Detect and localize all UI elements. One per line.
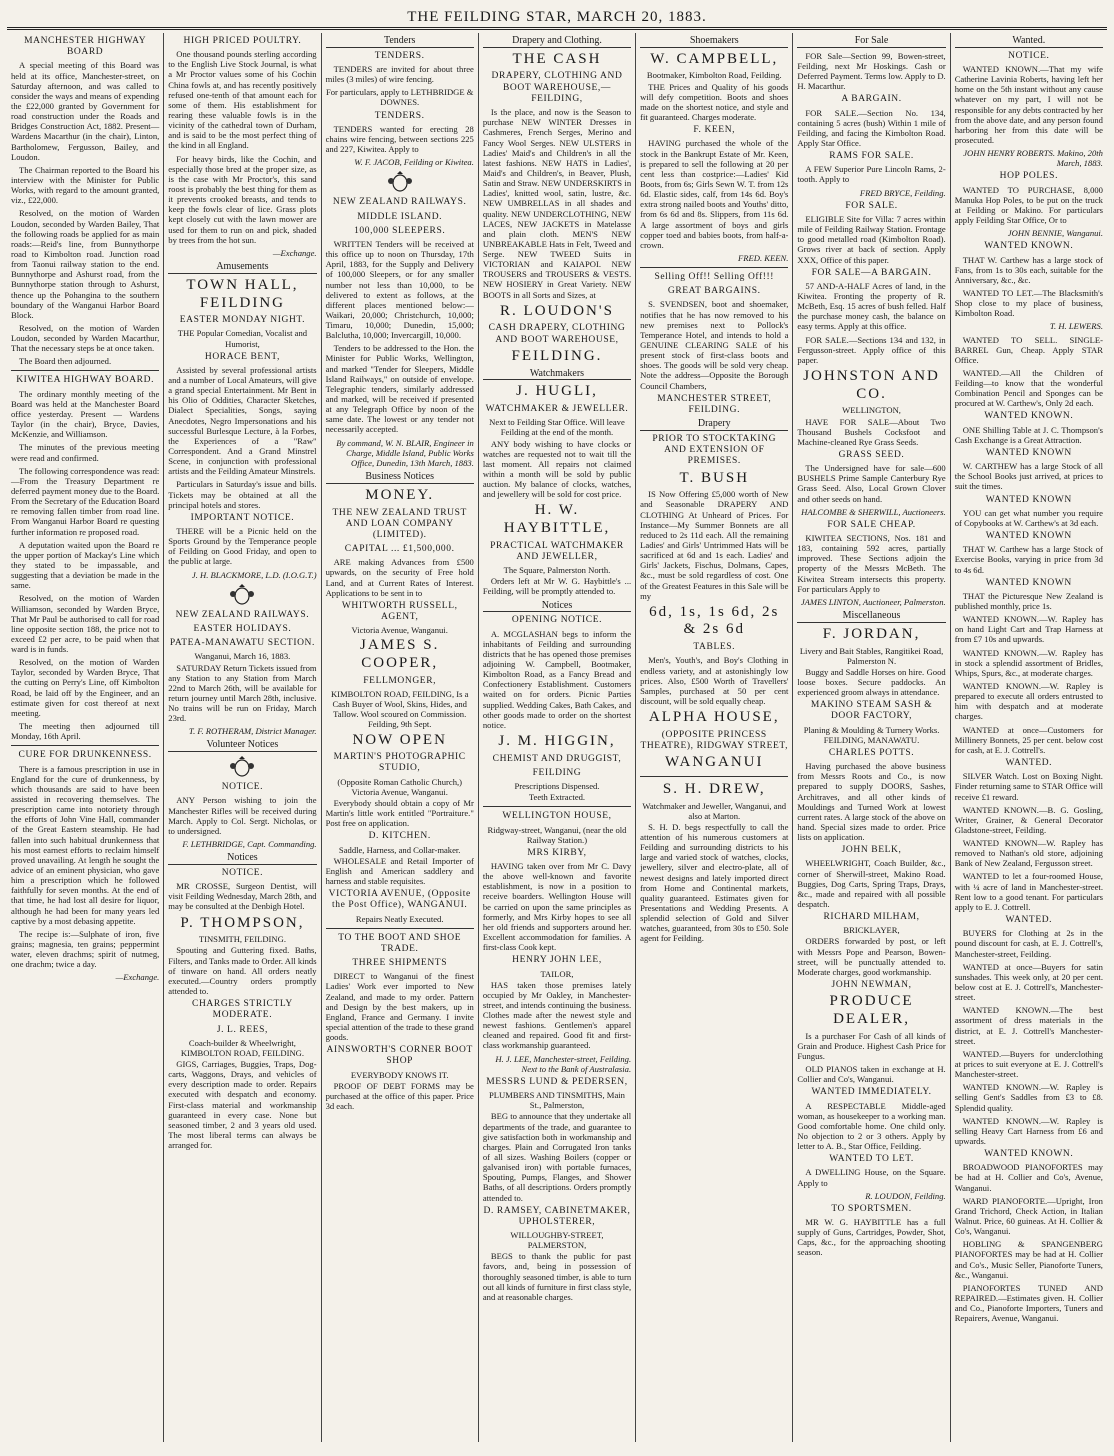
ad-text: A DWELLING House, on the Square. Apply to xyxy=(797,1167,946,1188)
ad-text: Ridgway-street, Wanganui, (near the old Railway Station.) xyxy=(487,824,627,845)
ad-heading: FOR SALE. xyxy=(845,200,898,211)
ad-title: PRODUCE DEALER, xyxy=(829,993,914,1027)
ad-text: BUYERS for Clothing at 2s in the pound discount for cash, at E. J. Cottrell's, Manchester-street, Feilding. xyxy=(954,928,1103,959)
ad-text: Is the place, and now is the Season to purchase NEW WINTER Dresses in Cashmeres, French Serges, Merino and Fancy Wool Serges. NEW ULSTERS in Ladies' Maid's and Children's in all the latest fashions. NEW HATS in Ladies', Maid's and Children's, in Beaver, Plush, Satin and Straw. NEW UNDERSKIRTS in Ladies', knitted wool, satin, lustre, &c. NEW UMBRELLAS in all shades and quality. NEW UNDERCLOTHING, NEW LACES, NEW JACKETS in Matelasse and plain cloth. MEN'S NEW UNBREAKABLE Hats in Felt, Tweed and Serge. NEW TWEED Suits in VICTORIAN and KAIAPOI. NEW TROUSERS and TROUSERS & VESTS. NEW HOSIERY in Great Variety. NEW BOOTS in all Sorts and Sizes, at xyxy=(482,107,632,300)
column-5 xyxy=(636,33,793,1442)
ad-text: The Undersigned have for sale—600 BUSHELS Prime Sample Canterbury Rye Grass Seed. Also, Local Grown Clover and other seeds on hand. xyxy=(797,463,946,504)
ad-heading: J. L. REES, xyxy=(216,1024,269,1035)
ad-signature: T. H. LEWERS. xyxy=(1049,321,1103,332)
divider xyxy=(11,370,159,371)
ad-title: JOHNSTON AND CO. xyxy=(803,367,940,402)
ad-text: Everybody should obtain a copy of Mr Martin's little work entitled "Portraiture." Post free on application. xyxy=(325,797,474,829)
ad-text: WHEELWRIGHT, Coach Builder, &c., corner of Sherwill-street, Makino Road. Buggies, Dog Carts, Spring Traps, Drays, &c., made and repaired with all possible despatch. xyxy=(797,858,946,909)
section-header: Amusements xyxy=(168,261,316,274)
column-2 xyxy=(164,33,321,1442)
ad-text: HAVE FOR SALE—About Two Thousand Bushels Cocksfoot and Machine-cleaned Rye Grass Seeds. xyxy=(797,416,946,447)
ad-text: Tenders to be addressed to the Hon. the Minister for Public Works, Wellington, and marked "Tender for Sleepers, Middle Island Railways," on outside of envelope. Telegraphic tenders, similarly addressed and marked, will be received if presented at any Telegraph Office by noon of the same date. The lowest or any tender not necessarily accepted. xyxy=(325,343,474,435)
ad-text: HAVING taken over from Mr C. Davy the above well-known and favorite establishment, is now in a position to receive boarders. Wellington House will be carried on upon the same principles as formerly, and Mrs Kirby hopes to see all her old friends and supporters around her. Excellent accommodation for families. A first-class Cook kept. xyxy=(482,861,632,953)
ad-text: A FEW Superior Pure Lincoln Rams, 2-tooth. Apply to xyxy=(797,164,946,185)
ad-text: Men's, Youth's, and Boy's Clothing in endless variety, and at astonishingly low prices. Also, £500 Worth of Travellers' Samples, purchased at 50 per cent discount, will be sold equally cheap. xyxy=(640,655,789,706)
ad-text: 57 AND-A-HALF Acres of land, in the Kiwitea. Fronting the property of R. McBeth, Esq. 15 acres of bush felled. Half the purchase money cash, the balance on easy terms. Apply at this office. xyxy=(797,280,946,332)
ad-text: FOR SALE.—Section No. 134, containing 5 acres (bush) Within 1 mile of Feilding, and facing the Kimbolton Road. Apply Star Office. xyxy=(797,107,946,148)
column-3 xyxy=(322,33,479,1442)
ad-text: Watchmaker and Jeweller, Wanganui, and also at Marton. xyxy=(642,800,787,821)
ad-text: WANTED KNOWN—W. Rapley has removed to Nathan's old store, adjoining Bank of New Zealand, Fergusson street. xyxy=(954,838,1103,869)
ad-text: Assisted by several professional artists and a number of Local Amateurs, will give a grand special Entertainment. Mr Bent in his Olio of Oddities, Character Sketches, Dialect Specialities, Songs, saying Anecdotes, Negro Impersonations and his successful Burlesque Lecture, à la Forbes, the Experiences of a "Raw" Correspondent. And a Grand Minstrel Scene, in conjunction with professional artists and the Feilding Amateur Minstrels. xyxy=(168,364,317,477)
ad-text: Prescriptions Dispensed. xyxy=(514,781,600,792)
ad-text: Bootmaker, Kimbolton Road, Feilding. xyxy=(646,70,782,81)
ad-text: THERE will be a Picnic held on the Sports Ground by the Temperance people of Feilding on Good Friday, and open to the public at large. xyxy=(168,526,317,567)
ad-heading: FELLMONGER, xyxy=(363,675,437,686)
ad-heading: WANTED KNOWN xyxy=(985,531,1072,542)
divider xyxy=(11,745,159,746)
ad-heading: WANTED. xyxy=(1005,758,1053,769)
ad-heading: CHEMIST AND DRUGGIST, xyxy=(492,753,622,764)
divider xyxy=(640,267,788,268)
ad-heading: RICHARD MILHAM, xyxy=(823,912,920,923)
article-text: The minutes of the previous meeting were read and confirmed. xyxy=(11,442,160,463)
ad-text: SATURDAY Return Tickets issued from any Station to any Station from March 22nd to March 26th, will be available for return journey until March 28th, inclusive. No trains will be run on Friday, March 23rd. xyxy=(168,662,317,724)
ad-text: For particulars, apply to LETHBRIDGE & DOWNES. xyxy=(325,87,474,108)
ad-heading: NOTICE. xyxy=(1008,50,1050,61)
ad-heading: EASTER HOLIDAYS. xyxy=(193,623,292,634)
section-header: Drapery and Clothing. xyxy=(483,35,631,48)
ad-text: DIRECT to Wanganui of the finest Ladies' Work ever imported to New Zealand, and made to my order. Pattern and Design by the best makers, up in England, France and Germany. I invite special attention of the trade to these grand goods. xyxy=(325,971,474,1043)
ad-text: WANTED TO PURCHASE, 8,000 Manuka Hop Poles, to be put on the truck at Feilding or Makino. For particulars apply Feilding Star Office, Or to xyxy=(954,184,1103,226)
ad-text: WELLINGTON, xyxy=(842,405,901,416)
ad-heading: MAKINO STEAM SASH & DOOR FACTORY, xyxy=(810,700,933,722)
ad-text: TENDERS are invited for about three miles (3 miles) of wire fencing. xyxy=(325,64,474,85)
royal-crest-icon xyxy=(385,170,415,194)
ad-heading: PRIOR TO STOCKTAKING AND EXTENSION OF PREMISES. xyxy=(652,433,777,467)
ad-heading: CHARLES POTTS. xyxy=(828,747,915,758)
ad-text: OLD PIANOS taken in exchange at H. Collier and Co's, Wanganui. xyxy=(797,1064,946,1085)
ad-title: JAMES S. COOPER, xyxy=(360,637,440,672)
ad-heading: PRACTICAL WATCHMAKER AND JEWELLER, xyxy=(490,540,624,562)
ad-text: Repairs Neatly Executed. xyxy=(355,913,444,924)
article-text: The Chairman reported to the Board his interview with the Minister for Public Works, with regard to the amount granted, viz., £22,000. xyxy=(11,164,160,206)
section-header: Miscellaneous xyxy=(797,610,945,623)
ad-text: FOR Sale—Section 99, Bowen-street, Feilding, next Mr Hoskings. Cash or Deferred Payment. Terms low. Apply to D. H. Macarthur. xyxy=(797,50,946,92)
ad-text: WANTED KNOWN.—The best assortment of dress materials in the district, at E. J. Cottrell's Manchester-street. xyxy=(954,1005,1103,1046)
ad-heading: HENRY JOHN LEE, xyxy=(512,955,602,966)
article-text: The Board then adjourned. xyxy=(19,356,112,367)
section-header: Wanted. xyxy=(955,35,1103,48)
section-header: Business Notices xyxy=(326,471,474,484)
ad-text: TENDERS wanted for erecting 28 chains wire fencing, between sections 225 and 227, Kiwitea. Apply to xyxy=(325,123,474,155)
ad-heading: THREE SHIPMENTS xyxy=(352,958,448,969)
ad-text: Next to Feilding Star Office. Will leave Feilding at the end of the month. xyxy=(489,417,625,438)
ad-heading: JOHN NEWMAN, xyxy=(831,980,912,991)
ad-text: WRITTEN Tenders will be received at this office up to noon on Thursday, 17th April, 1883, for the Supply and Delivery of 100,000 Sleepers, or for any smaller number not less than 10,000, to be delivered to extent as follows, at the different places mentioned below:—Waikari, 20,000; Christchurch, 10,000; Timaru, 10,000; Dunedin, 15,000; Balclutha, 10,000; Invercargill, 10,000. xyxy=(325,238,474,341)
ad-heading: F. KEEN, xyxy=(693,125,736,136)
article-heading: HIGH PRICED POULTRY. xyxy=(183,36,302,46)
ad-text: The Square, Palmerston North. xyxy=(503,565,611,576)
section-header: Shoemakers xyxy=(640,35,788,48)
ad-title: NOW OPEN xyxy=(352,731,447,748)
column-6 xyxy=(793,33,950,1442)
ad-text: Victoria Avenue, Wanganui. xyxy=(351,625,448,636)
article-text: The following correspondence was read:—From the Treasury Department re deferred payment money due to the Board. From the Secretary of the Education Board re removing fallen timber from road line. From Wanganui Harbor Board re questing further information re proposed road. xyxy=(11,465,160,537)
ad-heading: WANTED KNOWN. xyxy=(984,411,1074,422)
article-heading: MANCHESTER HIGHWAY BOARD xyxy=(24,36,147,58)
ad-text: WANTED at once—Customers for Millinery Bonnets, 25 per cent. below cost for cash, at E. J. Cottrell's. xyxy=(954,724,1103,755)
ad-text: A. MCGLASHAN begs to inform the inhabitants of Feilding and surrounding districts that he has opened those premises adjoining W. Campbell, Bootmaker, Kimbolton Road, as a Fancy Bread and Confectionery Establishment. Customers waited on for orders. Picnic Parties supplied. Wedding Cakes, Bath Cakes, and other goods made to order on the shortest notice. xyxy=(482,628,632,730)
ad-heading: GRASS SEED. xyxy=(838,449,905,460)
royal-crest-icon xyxy=(227,583,257,607)
ad-heading: TENDERS. xyxy=(374,50,425,61)
ad-text: FOR SALE.—Sections 134 and 132, in Fergusson-street. Apply office of this paper. xyxy=(797,334,946,365)
ad-text: WANTED TO SELL. SINGLE-BARREL Gun, Cheap. Apply STAR Office. xyxy=(954,334,1103,365)
ad-text: Wanganui, March 16, 1883. xyxy=(194,651,291,662)
ad-title: W. CAMPBELL, xyxy=(650,50,779,67)
ad-text: THAT W. Carthew has a large stock of Fans, from 1s to 30s each, suitable for the Anniversary, &c., &c. xyxy=(954,254,1103,285)
ad-text: PROOF OF DEBT FORMS may be purchased at the office of this paper. Price 3d each. xyxy=(325,1080,474,1112)
ad-text: ANY body wishing to have clocks or watches are requested not to wait till the last moment. All repairs not claimed within a month will be sold by public auction. My balance of clocks, watches, and jewellery will be sold for cost price. xyxy=(482,438,632,500)
ad-heading: NOTICE. xyxy=(221,782,264,793)
article-text: Resolved, on the motion of Warden Taylor, seconded by Warden Bryce, That the cutting on Perry's Line, off Kimbolton Road, be laid off by the Engineer, and an estimate given for cost thereof at next meeting. xyxy=(11,657,160,718)
ad-text: THE Popular Comedian, Vocalist and Humorist, xyxy=(177,328,308,349)
ad-title: H. W. HAYBITTLE, xyxy=(503,502,611,537)
section-header: Notices xyxy=(483,600,631,613)
article-text: There is a famous prescription in use in England for the cure of drunkenness, by which thousands are said to have been assisted in recovering themselves. The prescription came into notoriety through the efforts of John Vine Hall, commander of the Great Eastern steamship. He had fallen into such habitual drunkenness that his most earnest efforts to reclaim himself proved unavailing. At length he sought the advice of an eminent physician, who gave him a prescription which he followed faithfully for seven months. At the end of that time, he had lost all desire for liquor, although he had been for many years led captive by a most debasing appetite. xyxy=(11,763,160,926)
ad-text: WILLOUGHBY-STREET, PALMERSTON, xyxy=(510,1230,604,1251)
ad-text: Planing & Moulding & Turnery Works. FEILDING, MANAWATU. xyxy=(803,724,940,745)
ad-text: WANTED TO LET.—The Blacksmith's Shop close to my place of business, Kimbolton Road. xyxy=(954,287,1103,319)
ad-signature: JOHN HENRY ROBERTS. Makino, 20th March, 1883. xyxy=(963,148,1103,169)
ad-heading: NEW ZEALAND RAILWAYS. xyxy=(332,197,467,208)
ad-heading: Selling Off!! Selling Off!!! xyxy=(654,272,775,283)
ad-heading: 100,000 SLEEPERS. xyxy=(354,225,446,236)
ad-text: WHOLESALE and Retail Importer of English and American saddlery and harness and stable requisites. xyxy=(325,855,474,886)
ad-text: Coach-builder & Wheelwright, KIMBOLTON ROAD, FEILDING. xyxy=(180,1037,305,1058)
section-header: For Sale xyxy=(797,35,945,48)
ad-heading: WANTED KNOWN. xyxy=(984,241,1074,252)
ad-text: WANTED KNOWN.—That my wife Catherine Lavinia Roberts, having left her home on the 5th instant without any cause whatever on my part, I will not be responsible for any debts contracted by her from the above date, and any person found harboring her from this date will be prosecuted. xyxy=(954,64,1103,145)
ad-text: S. SVENDSEN, boot and shoemaker, notifies that he has now removed to his new premises next to Pollock's Temperance Hotel, and intends to hold a GENUINE CLEARING SALE of his present stock of first-class boots and shoes. The goods will be sold very cheap. Note the address—Opposite the Borough Council Chambers, xyxy=(640,299,789,391)
column-4 xyxy=(479,33,636,1442)
section-header: Watchmakers xyxy=(483,368,631,381)
ad-heading: D. RAMSEY, CABINETMAKER, UPHOLSTERER, xyxy=(483,1205,631,1227)
section-header: Drapery xyxy=(640,418,788,431)
article-text: A deputation waited upon the Board re the upper portion of Mackay's Line which they stated to be impassable, and suggesting that a deviation be made in the same. xyxy=(11,539,160,591)
ad-text: PIANOFORTES TUNED AND REPAIRED.—Estimates given. H. Collier and Co., Pianoforte Importers, Tuners and Repairers, Avenue, Wanganui. xyxy=(954,1282,1103,1324)
ad-title: P. THOMPSON, xyxy=(180,914,305,931)
ad-text: ANY Person wishing to join the Manchester Rifles will be received during March. Apply to Col. Sergt. Nicholas, or to undersigned. xyxy=(168,795,317,836)
ad-heading: WANTED IMMEDIATELY. xyxy=(811,1087,932,1098)
ad-title: FEILDING. xyxy=(511,347,603,364)
ad-heading: CASH DRAPERY, CLOTHING AND BOOT WAREHOUSE, xyxy=(488,323,626,345)
ad-text: ARE making Advances from £500 upwards, on the security of Free hold Land, and at Current Rates of Interest. Applications to be sent in to xyxy=(325,557,474,598)
ad-heading: FOR SALE CHEAP. xyxy=(827,519,916,530)
ad-signature: JOHN BENNIE, Wanganui. xyxy=(1007,228,1103,239)
ad-heading: WATCHMAKER & JEWELLER. xyxy=(485,404,629,415)
ad-text: BEGS to thank the public for past favors, and, being in possession of thoroughly seasoned timber, is able to turn out all kinds of furniture in first class style, and at reasonable charges. xyxy=(482,1251,632,1302)
ad-title: TOWN HALL, FEILDING xyxy=(186,276,299,311)
ad-text: Particulars in Saturday's issue and bills. Tickets may be obtained at all the principal hotels and stores. xyxy=(168,479,317,510)
ad-heading: HOP POLES. xyxy=(999,171,1059,182)
ad-text: MR W. G. HAYBITTLE has a full supply of Guns, Cartridges, Powder, Shot, Caps, &c., for the approaching shooting season. xyxy=(797,1217,946,1258)
ad-title: F. JORDAN, xyxy=(822,625,921,642)
ad-heading: NEW ZEALAND RAILWAYS. xyxy=(175,609,310,620)
ad-text: WANTED.—Buyers for underclothing at prices to suit everyone at E. J. Cottrell's Manchester-street. xyxy=(954,1048,1103,1080)
ad-text: ONE Shilling Table at J. C. Thompson's Cash Exchange is a Great Attraction. xyxy=(954,424,1103,445)
divider xyxy=(326,928,474,929)
ad-heading: CHARGES STRICTLY MODERATE. xyxy=(192,999,293,1021)
article-text: A special meeting of this Board was held at its office, Manchester-street, on Saturday afternoon, and was called to consider the ways and means of expending the £22,000 granted by Government for road construction under the Roads and Bridges Construction Act, 1882. Present—Wardens Macarthur (in the chair), Linton, Bartholomew, Fergusson, Bailey, and Loudon. xyxy=(11,60,160,162)
ad-signature: FRED. KEEN. xyxy=(738,252,789,263)
ad-text: Saddle, Harness, and Collar-maker. xyxy=(338,844,461,855)
ad-heading: JOHN BELK, xyxy=(841,845,902,856)
newspaper-page xyxy=(7,7,1107,1442)
ad-heading: CAPITAL ... £1,500,000. xyxy=(344,544,455,555)
ad-title: J. HUGLI, xyxy=(516,383,598,400)
ad-text: WANTED KNOWN.—B. G. Gosling, Writer, Grainer, & General Decorator Gladstone-street, Feilding. xyxy=(954,804,1103,835)
ad-text: SILVER Watch. Lost on Boxing Night. Finder returning same to STAR Office will receive £1 reward. xyxy=(954,771,1103,802)
ad-heading: WELLINGTON HOUSE, xyxy=(502,811,612,822)
ad-text: ELIGIBLE Site for Villa: 7 acres within mile of Feilding Railway Station. Frontage to good metalled road (Kimbolton Road). Grows river at back of section. Apply XXX, Office of this paper. xyxy=(797,213,946,265)
ad-heading: AINSWORTH'S CORNER BOOT SHOP xyxy=(326,1045,473,1067)
ad-signature: F. LETHBRIDGE, Capt. Commanding. xyxy=(182,839,317,850)
ad-heading: THE NEW ZEALAND TRUST AND LOAN COMPANY (LIMITED). xyxy=(332,507,467,540)
article-source: —Exchange. xyxy=(272,247,317,258)
article-text: The recipe is:—Sulphate of iron, five grains; magnesia, ten grains; peppermint water, eleven drachms; spirit of nutmeg, one drachm; twice a day. xyxy=(11,928,160,970)
columns xyxy=(7,33,1107,1442)
ad-title: T. BUSH xyxy=(679,469,750,486)
article-text: Resolved, on the motion of Warden Williamson, seconded by Warden Bryce, That Mr Paul be authorised to call for road line opposite section 188, the price not to exceed £2 per acre, to be paid when that ward is in funds. xyxy=(11,593,160,655)
article-source: —Exchange. xyxy=(115,972,160,983)
ad-text: KIMBOLTON ROAD, FEILDING, Is a Cash Buyer of Wool, Skins, Hides, and Tallow. Wool scoured on Commission. Feilding, 9th Sept. xyxy=(330,689,469,730)
ad-text: HOBLING & SPANGENBERG PIANOFORTES may be had at H. Collier and Co's., Music Seller, Pianoforte Tuners, &c., Wanganui. xyxy=(954,1239,1103,1280)
ad-heading: MIDDLE ISLAND. xyxy=(357,211,443,222)
ad-text: ORDERS forwarded by post, or left with Messrs Pope and Pearson, Bowen-street, will be punctually attended to. Moderate charges, good workmanship. xyxy=(797,936,946,977)
article-text: The ordinary monthly meeting of the Board was held at the Manchester Board office yesterday. Present — Wardens Taylor (in the chair), Bryce, Davies, McKenzie, and Williamson. xyxy=(11,388,160,440)
ad-heading: MESSRS LUND & PEDERSEN, xyxy=(486,1076,628,1087)
ad-text: TAILOR, xyxy=(540,968,574,979)
ad-signature: R. LOUDON, Feilding. xyxy=(865,1190,946,1201)
ad-title: 6d, 1s, 1s 6d, 2s & 2s 6d xyxy=(649,603,780,638)
masthead: THE FEILDING STAR, MARCH 20, 1883. xyxy=(7,7,1107,30)
ad-text: EVERYBODY KNOWS IT. xyxy=(350,1069,449,1080)
ad-text: WANTED KNOWN.—W. Rapley is selling Heavy Cart Harness from £6 and upwards. xyxy=(954,1115,1103,1146)
ad-text: GIGS, Carriages, Buggies, Traps, Dog-carts, Waggons, Drays, and vehicles of every description made to order. Repairs executed with despatch and economy. First-class material and workmanship guaranteed in every case. None but seasoned timber, 2 and 3 years old used. The most liberal terms can always be arranged for. xyxy=(168,1059,317,1151)
ad-heading: OPENING NOTICE. xyxy=(511,615,603,626)
ad-heading: WANTED KNOWN xyxy=(985,494,1072,505)
ad-text: WANTED to let a four-roomed House, with ¼ acre of land in Manchester-street. Rent low to a good tenant. For particulars apply to E. J. Cottrell. xyxy=(954,871,1103,912)
ad-text: WARD PIANOFORTE.—Upright, Iron Grand Trichord, Check Action, in Italian Walnut. Price, 60 guineas. At H. Collier & Co's, Wanganui. xyxy=(954,1195,1103,1237)
ad-heading: GREAT BARGAINS. xyxy=(667,286,761,297)
article-text: Resolved, on the motion of Warden Loudon, seconded by Warden Macarthur, That the necessary steps be at once taken. xyxy=(11,322,160,354)
ad-heading: VICTORIA AVENUE, (Opposite the Post Office), WANGANUI. xyxy=(328,889,471,911)
article-text: For heavy birds, like the Cochin, and especially those bred at the proper size, as is the case with Mr Proctor's, this sand roost is probably the best thing for them as it prevents crooked breasts, and tends to keep the fowls clear of lice. Grass plots kept closely cut with the lawn mower are used for them to run on and pick, shaded by trees from the hot sun. xyxy=(168,153,317,245)
ad-text: Teeth Extracted. xyxy=(528,792,586,803)
ad-heading: WHITWORTH RUSSELL, AGENT, xyxy=(341,600,458,623)
divider xyxy=(483,806,631,807)
ad-heading: WANTED KNOWN. xyxy=(984,1149,1074,1160)
ad-heading: NOTICE. xyxy=(221,867,264,878)
ad-text: S. H. D. begs respectfully to call the attention of his numerous customers at Feilding and surrounding districts to his large and varied stock of watches, clocks, jewellery, silver and electro-plate, all of newest designs and lately imported direct from Home and Continental markets, quality guaranteed. Estimates given for Presentations and Wedding Presents. A splendid selection of Gold and Silver watches, guaranteed, from 30s to £50. Sole agent for Feilding. xyxy=(640,821,789,944)
ad-title: THE CASH xyxy=(512,50,602,67)
ad-heading: RAMS FOR SALE. xyxy=(829,151,914,162)
ad-text: A RESPECTABLE Middle-aged woman, as housekeeper to a working man. Good comfortable home. One child only. No objection to 2 or 3 others. Apply by letter to A. B., Star Office, Feilding. xyxy=(797,1100,946,1152)
ad-heading: MRS KIRBY, xyxy=(527,847,587,858)
royal-crest-icon xyxy=(227,755,257,779)
ad-heading: DRAPERY, CLOTHING AND BOOT WAREHOUSE,—FEILDING, xyxy=(491,71,623,104)
article-heading: CURE FOR DRUNKENNESS. xyxy=(18,750,152,761)
ad-heading: TABLES. xyxy=(693,642,736,653)
ad-title: S. H. DREW, xyxy=(662,780,766,797)
ad-heading: FEILDING xyxy=(532,767,582,778)
ad-heading: FOR SALE—A BARGAIN. xyxy=(811,267,932,278)
ad-title: MONEY. xyxy=(365,486,435,503)
ad-title: J. M. HIGGIN, xyxy=(498,732,616,749)
ad-text: WANTED KNOWN.—W. Rapley is prepared to execute all orders entrusted to him with despatch and at moderate charges. xyxy=(954,681,1103,722)
section-header: Notices xyxy=(168,852,316,865)
ad-heading: TO THE BOOT AND SHOE TRADE. xyxy=(338,932,462,954)
ad-heading: HORACE BENT, xyxy=(204,351,280,362)
ad-text: BROADWOOD PIANOFORTES may be had at H. Collier and Co's, Avenue, Wanganui. xyxy=(954,1162,1103,1193)
ad-text: WANTED KNOWN.—W. Rapley has on hand Light Cart and Trap Harness at from £7 10s and upwards. xyxy=(954,614,1103,645)
ad-text: TINSMITH, FEILDING. xyxy=(198,934,286,945)
ad-signature: HALCOMBE & SHERWILL, Auctioneers. xyxy=(801,506,946,517)
ad-heading: D. KITCHEN. xyxy=(368,831,431,842)
ad-heading: MARTIN'S PHOTOGRAPHIC STUDIO, xyxy=(333,752,466,774)
divider xyxy=(640,776,788,777)
article-text: The meeting then adjourned till Monday, 16th April. xyxy=(11,721,160,742)
ad-heading: TENDERS. xyxy=(374,110,425,121)
article-text: One thousand pounds sterling according to the English Live Stock Journal, is what a Mr Proctor values some of his Cochin China fowls at, and has recently positively refused one-tenth of that amount each for some of them. His establishment for rearing these valuable fowls is in the vicinity of the cathedral town of Durham, and is said to be the most perfect thing of the kind in all England. xyxy=(168,49,317,151)
ad-signature: By command, W. N. BLAIR, Engineer in Charge, Middle Island, Public Works Office, Dunedin, 13th March, 1883. xyxy=(336,437,474,468)
ad-text: THAT W. Carthew has a large Stock of Exercise Books, varying in price from 3d to 4s 6d. xyxy=(954,544,1103,575)
ad-heading: IMPORTANT NOTICE. xyxy=(190,512,295,523)
article-heading: KIWITEA HIGHWAY BOARD. xyxy=(16,375,155,386)
ad-text: Is a purchaser For Cash of all kinds of Grain and Produce. Highest Cash Price for Fungus. xyxy=(797,1030,946,1061)
ad-text: Spouting and Guttering fixed. Baths, Filters, and Tanks made to Order. All kinds of tinware on hand. All orders neatly executed.—Country orders promptly attended to. xyxy=(168,945,317,996)
ad-heading: WANTED. xyxy=(1005,915,1053,926)
section-header: Tenders xyxy=(326,35,474,48)
ad-text: THAT the Picturesque New Zealand is published monthly, price 1s. xyxy=(954,590,1103,612)
column-7 xyxy=(951,33,1107,1442)
ad-text: WANTED at once—Buyers for satin sunshades. This week only, at 20 per cent. below cost at E. J. Cottrell's, Manchester-street. xyxy=(954,961,1103,1003)
ad-text: PLUMBERS AND TINSMITHS, Main St., Palmerston, xyxy=(489,1090,625,1111)
article-text: Resolved, on the motion of Warden Loudon, seconded by Warden Bailey, That the following roads be applied for as main roads:—Reid's line, from Bunnythorpe road to Kimbolton road. Junction road from Taonui railway station to the end. Bunnythorpe and Ashurst road, from the Bunnythorpe station through to Ashurst, thence up the Pohangina to the southern boundary of the Wanganui Harbor Board Block. xyxy=(11,208,160,320)
section-header: Volunteer Notices xyxy=(168,739,316,752)
ad-heading: (OPPOSITE PRINCESS THEATRE), RIDGWAY STREET, xyxy=(640,729,789,751)
ad-heading: TO SPORTSMEN. xyxy=(831,1203,912,1214)
ad-heading: MANCHESTER STREET, FEILDING. xyxy=(657,393,772,415)
ad-text: HAVING purchased the whole of the stock in the Bankrupt Estate of Mr. Keen, is prepared to sell the following at 20 per cent less than costprice:—Ladies' Kid Boots, from 6s; Girls Sewn W. T. from 12s 6d. Elastic sides, calf, from 14s 6d. Boy's extra strong nailed boots and Youths' ditto, from 6s 6d and 8s. Slippers, from 11s 6d. A large assortment of boys and girls copper toed and babies boots, from half-a-crown. xyxy=(640,138,789,250)
ad-title: ALPHA HOUSE, xyxy=(648,709,780,726)
ad-text: YOU can get what number you require of Copybooks at W. Carthew's at 3d each. xyxy=(954,507,1103,528)
ad-heading: PATEA-MANAWATU SECTION. xyxy=(169,638,315,649)
ad-heading: WANTED TO LET. xyxy=(829,1154,914,1165)
ad-text: KIWITEA SECTIONS, Nos. 181 and 183, containing 592 acres, partially improved. These Sections adjoin the property of the Messrs McBeth. The Kiwitea Stream intersects this property. For particulars Apply to xyxy=(797,533,946,594)
ad-heading: EASTER MONDAY NIGHT. xyxy=(179,315,306,326)
ad-text: BEG to announce that they undertake all departments of the trade, and guarantee to give satisfaction both in workmanship and charges. Plain and Corrugated Iron tanks of all sizes. Washing Boilers (copper or galvanised iron) with portable furnaces, Spouting, Pumps, Flanges, and Shower Baths, of all descriptions. Orders promptly attended to. xyxy=(482,1111,632,1203)
ad-title: WANGANUI xyxy=(665,754,764,771)
ad-text: WANTED.—All the Children of Feilding—to know that the wonderful Combination Pencil and Sponges can be procured at W. Carthew's, Only 2d each. xyxy=(954,367,1103,409)
ad-signature: J. H. BLACKMORE, L.D. (I.O.G.T.) xyxy=(191,569,317,580)
ad-text: Orders left at Mr W. G. Haybittle's ... Feilding, will be promptly attended to. xyxy=(482,576,632,597)
ad-signature: T. F. ROTHERAM, District Manager. xyxy=(188,726,317,737)
column-1 xyxy=(7,33,164,1442)
ad-signature: FRED BRYCE, Feilding. xyxy=(859,187,946,198)
ad-text: HAS taken those premises lately occupied by Mr Oakley, in Manchester-street, and intends continuing the business. Clothes made after the newest style and newest fashions. Gentlemen's apparel cleaned and repaired. Good fit and first-class workmanship guaranteed. xyxy=(482,979,632,1051)
ad-text: THE Prices and Quality of his goods will defy competition. Boots and shoes made on the shortest notice, and style and fit guaranteed. Charges moderate. xyxy=(640,81,789,123)
ad-text: WANTED KNOWN.—W. Rapley has in stock a splendid assortment of Bridles, Whips, Spurs, &c., at moderate charges. xyxy=(954,647,1103,678)
ad-text: BRICKLAYER, xyxy=(843,925,900,936)
ad-text: W. CARTHEW has a large Stock of all the School Books just arrived, at prices to suit the times. xyxy=(954,461,1103,492)
ad-heading: WANTED KNOWN xyxy=(985,447,1072,458)
ad-text: IS Now Offering £5,000 worth of New and Seasonable DRAPERY AND CLOTHING At Unheard of Prices. For Instance—My Summer Bonnets are all reduced to 2s 11d each. All the remaining Ladies' and Girls' Untrimmed Hats will be sacrificed at 6d and 1s each. Ladies' and Girls' Jackets, Fischus, Dolmans, Capes, &c., must be sold regardless of cost. One of the Greatest Features in this Sale will be my xyxy=(640,489,789,601)
ad-signature: W. F. JACOB, Feilding or Kiwitea. xyxy=(354,157,474,168)
ad-text: Having purchased the above business from Messrs Roots and Co., is now prepared to supply DOORS, Sashes, Architraves, and all other kinds of Mouldings and Turned Work at lowest current rates. A large stock of the above on hand. Special sizes made to order. Price lists on application. xyxy=(797,761,946,843)
ad-text: MR CROSSE, Surgeon Dentist, will visit Feilding Wednesday, March 28th, and may be consulted at the Denbigh Hotel. xyxy=(168,881,317,912)
ad-title: R. LOUDON'S xyxy=(500,302,614,319)
ad-signature: JAMES LINTON, Auctioneer, Palmerston. xyxy=(800,596,946,607)
ad-text: Buggy and Saddle Horses on hire. Good loose boxes. Secure paddocks. An experienced groom always in attendance. xyxy=(797,666,946,698)
ad-heading: A BARGAIN. xyxy=(841,94,902,105)
ad-text: (Opposite Roman Catholic Church,) Victoria Avenue, Wanganui. xyxy=(337,776,462,797)
ad-signature: H. J. LEE, Manchester-street, Feilding. Next to the Bank of Australasia. xyxy=(495,1053,632,1074)
ad-text: WANTED KNOWN.—W. Rapley is selling Gent's Saddles from £3 to £8. Splendid quality. xyxy=(954,1082,1103,1113)
ad-heading: WANTED KNOWN xyxy=(985,577,1072,588)
ad-text: Livery and Bait Stables, Rangitikei Road, Palmerston N. xyxy=(799,645,944,666)
